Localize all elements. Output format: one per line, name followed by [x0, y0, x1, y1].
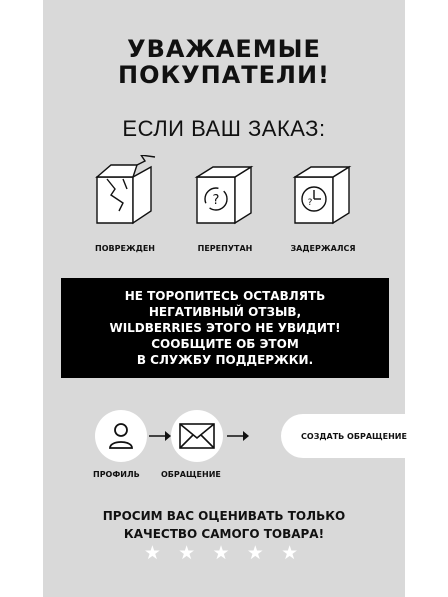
title-line-1: УВАЖАЕМЫЕ	[127, 35, 321, 63]
delayed-box-icon	[291, 155, 355, 227]
envelope-icon	[179, 423, 215, 449]
title-line-2: ПОКУПАТЕЛИ!	[118, 61, 330, 89]
star-icon: ★	[178, 543, 202, 564]
issue-label-damaged: ПОВРЕЖДЕН	[95, 244, 155, 253]
footer-line-2: КАЧЕСТВО САМОГО ТОВАРА!	[123, 527, 325, 541]
banner-line-3: WILDBERRIES ЭТОГО НЕ УВИДИТ!	[109, 321, 341, 335]
star-icon: ★	[143, 543, 167, 564]
page-title	[43, 36, 405, 88]
svg-text:?: ?	[307, 198, 313, 208]
warning-banner	[61, 278, 389, 378]
svg-text:?: ?	[212, 193, 220, 208]
issue-label-delayed: ЗАДЕРЖАЛСЯ	[290, 244, 356, 253]
create-appeal-pill: СОЗДАТЬ ОБРАЩЕНИЕ	[281, 414, 427, 458]
damaged-box-icon	[93, 155, 157, 227]
footer-note	[43, 507, 405, 543]
arrow-right-icon	[227, 430, 249, 442]
info-card	[43, 0, 405, 597]
mixed-up-box-icon	[193, 155, 257, 227]
rating-stars	[43, 542, 405, 565]
profile-label: ПРОФИЛЬ	[93, 470, 140, 479]
appeal-label: ОБРАЩЕНИЕ	[161, 470, 221, 479]
appeal-step	[171, 410, 223, 462]
subheading: ЕСЛИ ВАШ ЗАКАЗ:	[122, 116, 326, 141]
banner-line-2: НЕГАТИВНЫЙ ОТЗЫВ,	[148, 305, 302, 319]
star-icon: ★	[246, 543, 270, 564]
footer-line-1: ПРОСИМ ВАС ОЦЕНИВАТЬ ТОЛЬКО	[102, 509, 346, 523]
issue-label-mixed: ПЕРЕПУТАН	[197, 244, 253, 253]
star-icon: ★	[212, 543, 236, 564]
banner-line-1: НЕ ТОРОПИТЕСЬ ОСТАВЛЯТЬ	[124, 289, 326, 303]
profile-step	[95, 410, 147, 462]
user-icon	[106, 421, 136, 451]
star-icon: ★	[281, 543, 305, 564]
banner-line-4: СООБЩИТЕ ОБ ЭТОМ	[151, 337, 299, 351]
arrow-right-icon	[149, 430, 171, 442]
banner-line-5: В СЛУЖБУ ПОДДЕРЖКИ.	[136, 353, 314, 367]
